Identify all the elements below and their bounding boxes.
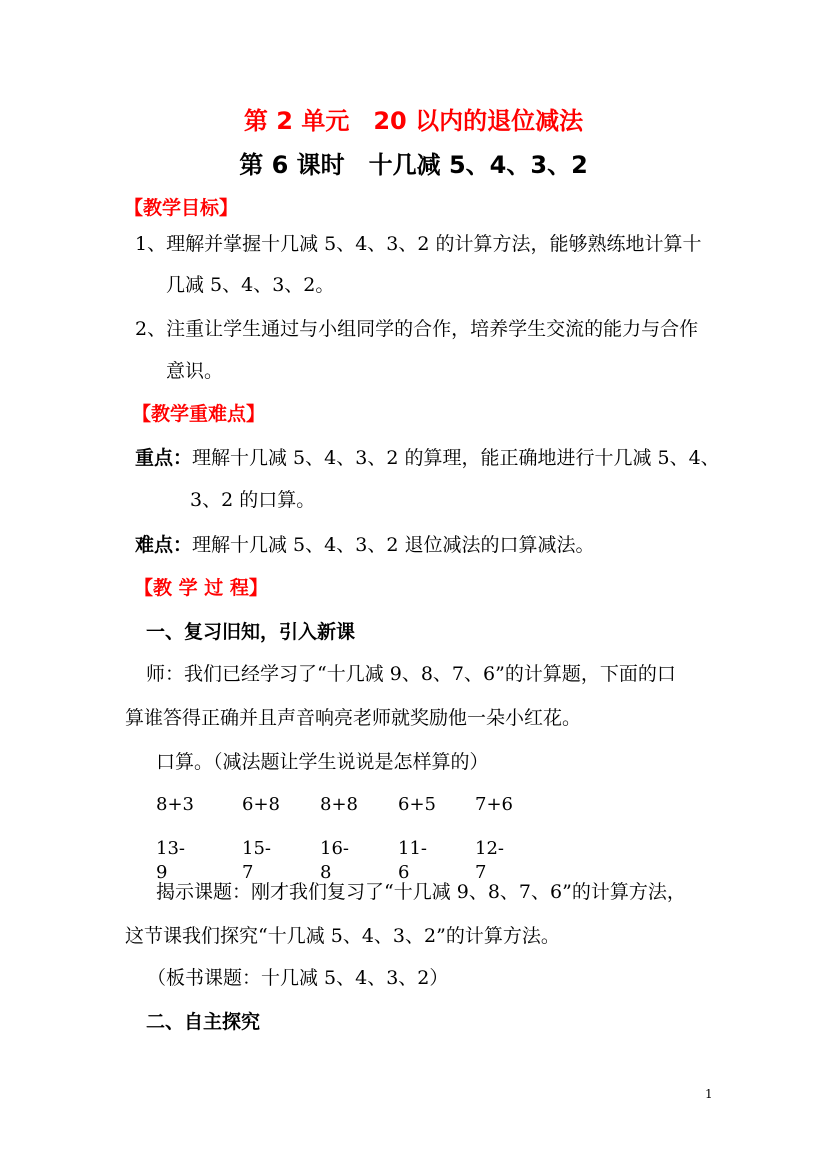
teacher-line-1: 师：我们已经学习了“十几减 9、8、7、6”的计算题，下面的口 bbox=[146, 663, 676, 685]
exercise-item: 11-6 bbox=[398, 838, 427, 883]
exercise-item: 8+8 bbox=[320, 794, 358, 815]
objective-2-line-1: 2、注重让学生通过与小组同学的合作，培养学生交流的能力与合作 bbox=[135, 318, 699, 340]
exercise-item: 8+3 bbox=[156, 794, 194, 815]
focus-line-2: 3、2 的口算。 bbox=[190, 489, 316, 511]
focus-label: 重点： bbox=[135, 447, 193, 469]
focus-text-1: 理解十几减 5、4、3、2 的算理，能正确地进行十几减 5、4、 bbox=[192, 447, 720, 469]
exercise-item: 7+6 bbox=[475, 794, 513, 815]
page-title: 第 2 单元 20 以内的退位减法 bbox=[243, 107, 584, 135]
objectives-heading: 【教学目标】 bbox=[124, 197, 239, 219]
objective-1-line-2: 几减 5、4、3、2。 bbox=[166, 274, 335, 296]
reveal-line-2: 这节课我们探究“十几减 5、4、3、2”的计算方法。 bbox=[125, 925, 560, 947]
exercise-item: 15-7 bbox=[242, 838, 271, 883]
objective-2-line-2: 意识。 bbox=[166, 360, 224, 382]
teacher-line-2: 算谁答得正确并且声音响亮老师就奖励他一朵小红花。 bbox=[125, 707, 582, 729]
page-subtitle: 第 6 课时 十几减 5、4、3、2 bbox=[239, 151, 588, 179]
difficulty-text: 理解十几减 5、4、3、2 退位减法的口算减法。 bbox=[192, 534, 595, 556]
board-note: （板书课题：十几减 5、4、3、2） bbox=[147, 967, 449, 989]
key-points-heading: 【教学重难点】 bbox=[132, 403, 266, 425]
focus-line-1 bbox=[135, 446, 720, 470]
exercise-item: 6+5 bbox=[398, 794, 436, 815]
difficulty-line bbox=[135, 533, 594, 557]
exercise-item: 12-7 bbox=[475, 838, 504, 883]
exercise-item: 13-9 bbox=[156, 838, 185, 883]
exercise-item: 16-8 bbox=[320, 838, 349, 883]
difficulty-label: 难点： bbox=[135, 534, 193, 556]
objective-1-line-1: 1、理解并掌握十几减 5、4、3、2 的计算方法，能够熟练地计算十 bbox=[135, 233, 702, 255]
exercise-item: 6+8 bbox=[242, 794, 280, 815]
oral-intro: 口算。（减法题让学生说说是怎样算的） bbox=[156, 751, 489, 773]
part-1-title: 一、复习旧知，引入新课 bbox=[146, 621, 356, 643]
page-number: 1 bbox=[705, 1087, 713, 1101]
reveal-line-1: 揭示课题：刚才我们复习了“十几减 9、8、7、6”的计算方法， bbox=[156, 881, 686, 903]
process-heading: 【教 学 过 程】 bbox=[134, 577, 268, 599]
part-2-title: 二、自主探究 bbox=[146, 1011, 261, 1033]
